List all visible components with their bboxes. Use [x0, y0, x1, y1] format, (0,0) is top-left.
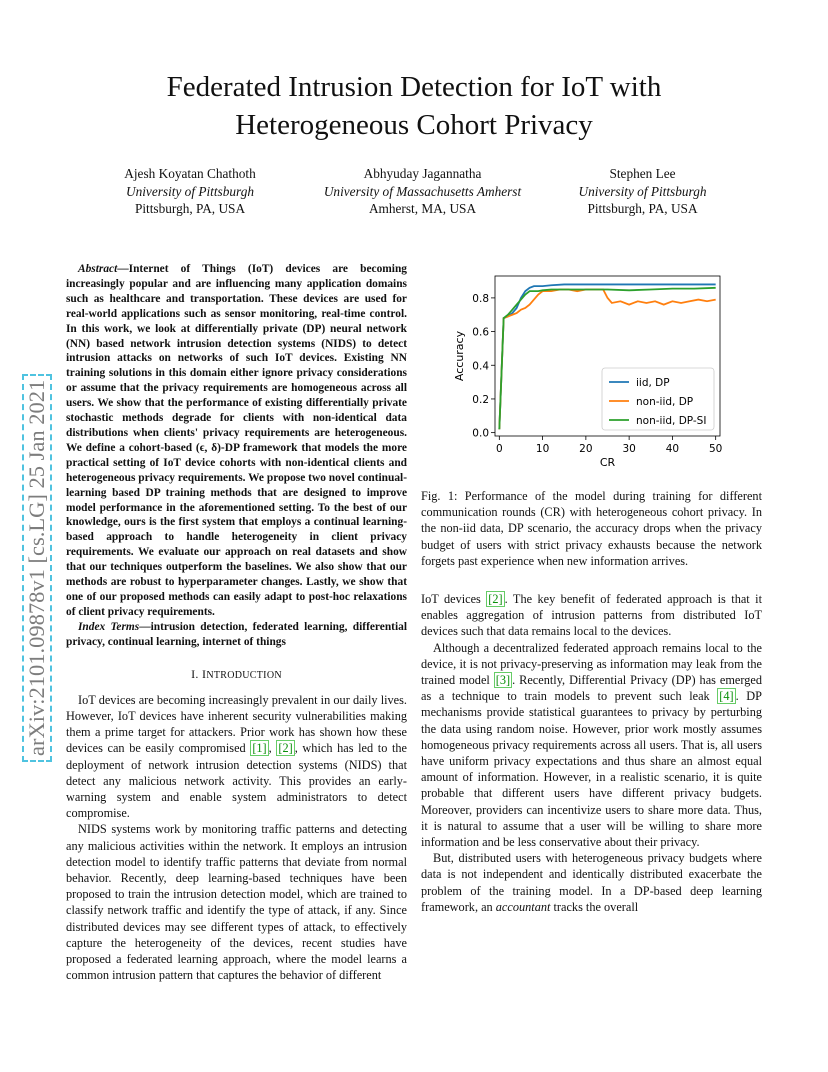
author-name: Stephen Lee — [609, 166, 676, 181]
y-tick-label: 0.4 — [472, 360, 489, 373]
legend-label: iid, DP — [636, 377, 670, 389]
right-paragraph-3: But, distributed users with heterogeneous privacy budgets where data is not independent and identically distributed exacerbate the problem of the training model. In a DP-based deep learning framework, an accountant tracks the overall — [421, 851, 762, 914]
section-rest: NTRODUCTION — [206, 669, 282, 681]
x-tick-label: 30 — [622, 443, 636, 455]
right-paragraph-2: Although a decentralized federated approach remains local to the device, it is not privacy-preserving as information may leak from the trained model [3] . Recently, Differential Privacy (DP) has emerged as a technique to train models to prevent such leak [4] . DP mechanisms provide statistical guarantees to privacy by perturbing the data using random noise. However, prior work mostly assumes homogeneous privacy requirements across all users. That is, all users have uniform privacy expectations and thus share an almost equal amount of information. However, in a realistic scenario, it is quite probable that different users have different privacy budgets. Moreover, providers can incentivize users to share more data. Thus, it is natural to assume that a user will be willing to share more information and be less conservative about their privacy. — [421, 640, 762, 850]
author-2 — [300, 165, 545, 218]
y-axis-label: Accuracy — [453, 330, 466, 382]
y-tick-label: 0.6 — [472, 326, 489, 339]
x-tick-label: 10 — [535, 443, 550, 455]
arxiv-stamp-text[interactable]: arXiv:2101.09878v1 [cs.LG] 25 Jan 2021 — [22, 374, 52, 762]
title-line-2: Heterogeneous Cohort Privacy — [235, 109, 593, 141]
author-affiliation: University of Pittsburgh — [125, 183, 255, 199]
legend-label: non-iid, DP-SI — [636, 415, 707, 427]
y-tick-label: 0.0 — [472, 427, 489, 440]
paper-title — [0, 68, 828, 144]
abstract-text: —Internet of Things (IoT) devices are becoming increasingly popular and are influencing many application domains such as healthcare and transportation. These devices are used for real-world applications such as sensor monitoring, real-time control. In this work, we look at differentially private (DP) neural network (NN) based network intrusion detection systems (NIDS) to detect intrusion attacks on networks of such IoT devices. Existing NN training solutions in this domain either ignore privacy considerations or assume that the privacy requirements are homogeneous across all users. We show that the performance of existing differentially private stochastic methods degrade for clients with non-identical data distributions when clients' privacy requirements are heterogeneous. We define a cohort-based (ϵ, δ)-DP framework that models the more practical setting of IoT device cohorts with non-identical clients and heterogeneous privacy requirements. We propose two novel continual-learning based DP training methods that are designed to improve model performance in the aforementioned setting. To the best of our knowledge, ours is the first system that employs a continual learning-based approach to handle heterogeneity in client privacy requirements. We evaluate our approach on real datasets and show that our techniques outperform the baselines. We also show that our methods are robust to hyperparameter changes. Lastly, we show that one of our proposed methods can easily adapt to post-hoc relaxations of client privacy requirements. — [66, 263, 407, 618]
x-tick-label: 20 — [579, 443, 593, 455]
title-line-1: Federated Intrusion Detection for IoT with — [166, 71, 662, 103]
intro-paragraph-1: IoT devices are becoming increasingly prevalent in our daily lives. However, IoT devices have inherent security vulnerabilities making them a prime target for attackers. Prior work has shown how these devices can be easily compromised [1] , [2] , which has led to the deployment of network intrusion detection systems (NIDS) that detect any malicious network activity. This provides an early-warning system and enable system administrators to detect compromise. — [66, 692, 407, 821]
citation-link[interactable]: [2] — [278, 741, 293, 756]
author-name: Abhyuday Jagannatha — [363, 166, 482, 181]
legend-label: non-iid, DP — [636, 396, 694, 408]
citation-link[interactable]: [3] — [495, 673, 511, 688]
author-1 — [80, 165, 300, 218]
citation-link[interactable]: [1] — [252, 741, 267, 756]
arxiv-stamp[interactable] — [22, 262, 52, 762]
section-number: I. — [191, 666, 199, 681]
citation-link[interactable]: [2] — [488, 592, 503, 607]
author-location: Pittsburgh, PA, USA — [134, 201, 246, 216]
x-tick-label: 50 — [708, 443, 723, 455]
author-affiliation: University of Pittsburgh — [578, 183, 707, 199]
index-terms-label: Index Terms — [78, 620, 140, 633]
accuracy-chart — [450, 268, 750, 478]
abstract — [66, 262, 407, 620]
author-location: Pittsburgh, PA, USA — [587, 201, 698, 216]
right-column — [421, 488, 762, 915]
citation-link[interactable]: [4] — [719, 689, 734, 704]
y-tick-label: 0.8 — [472, 292, 489, 305]
abstract-label: Abstract — [78, 263, 118, 275]
left-column — [66, 262, 407, 983]
x-axis-label: CR — [599, 456, 616, 469]
section-first-letter: I — [202, 666, 207, 681]
index-terms — [66, 620, 407, 650]
figure-caption: Fig. 1: Performance of the model during training for different communication rounds (CR) with heterogeneous cohort privacy. In the non-iid data, DP scenario, the accuracy drops when the privacy budget of users with strict privacy exhausts because the network forgets past experience when new information arrives. — [421, 489, 762, 568]
right-paragraph-1: IoT devices [2] . The key benefit of federated approach is that it enables aggregation of intrusion patterns from distributed IoT devices such that data remains local to the devices. — [421, 592, 762, 639]
section-heading — [66, 666, 407, 684]
x-tick-label: 0 — [495, 443, 503, 455]
y-tick-label: 0.2 — [472, 393, 489, 406]
intro-paragraph-2: NIDS systems work by monitoring traffic patterns and detecting any malicious activities within the network. It employs an intrusion detection model to identify traffic patterns that deviate from normal behavior. Recently, deep learning-based techniques have been proposed to train the intrusion detection model, which are trained to classify network traffic and identify the type of attack, if any. Since distributed devices may see different types of attack, to effectively capture the heterogeneity of the devices, recent studies have proposed a federated learning approach, where the model learns a common intrusion pattern that captures the behavior of different — [66, 822, 407, 983]
author-location: Amherst, MA, USA — [368, 201, 477, 216]
author-3 — [555, 165, 730, 218]
author-name: Ajesh Koyatan Chathoth — [124, 166, 256, 181]
author-affiliation: University of Massachusetts Amherst — [323, 183, 522, 199]
x-tick-label: 40 — [665, 443, 680, 455]
index-terms-text: —intrusion detection, federated learning, differential privacy, continual learning, internet of things — [66, 620, 407, 648]
